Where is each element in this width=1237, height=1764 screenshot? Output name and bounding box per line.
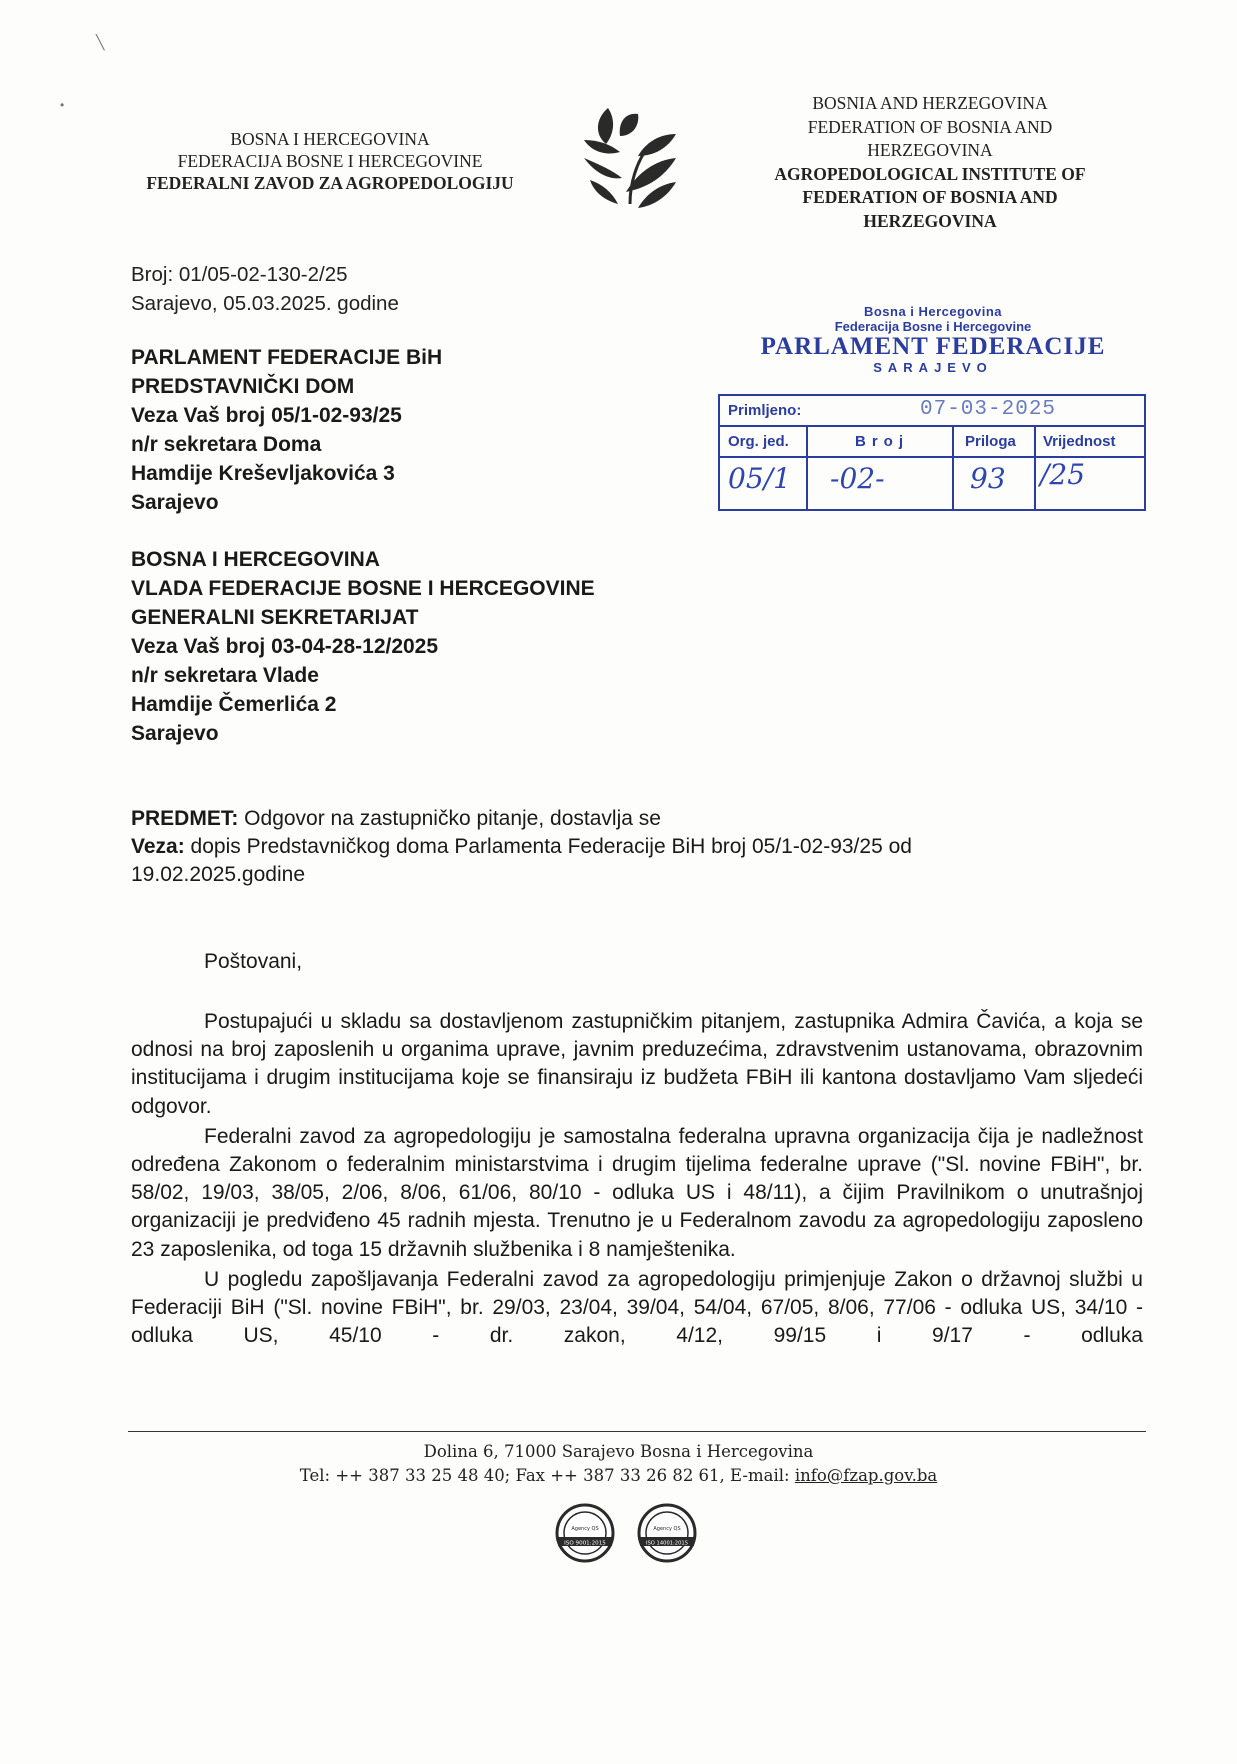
footer-contact — [0, 1464, 1237, 1488]
reference-block — [131, 260, 399, 318]
reference-number: Broj: 01/05-02-130-2/25 — [131, 263, 348, 286]
stamp-received-row — [720, 396, 1144, 427]
addressee-line: GENERALNI SEKRETARIJAT — [131, 606, 419, 629]
subject-line — [131, 805, 1091, 833]
subject-label: PREDMET: — [131, 807, 239, 830]
stamp-received-date: 07-03-2025 — [920, 398, 1057, 421]
stamp-line: Bosna i Hercegovina — [863, 304, 1003, 319]
footer — [0, 1440, 1237, 1488]
connection-line — [131, 833, 1091, 861]
cert-agency: Agency QS — [571, 1526, 599, 1532]
header-right — [760, 92, 1100, 233]
body-paragraph: Postupajući u skladu sa dostavljenom zastupničkim pitanjem, zastupnika Admira Čavića, a koja se odnosi na broj zaposlenih u organima uprave, javnim preduzećima, zdravstvenim ustanovama, obrazovnim institucijama i drugim institucijama koje se finansiraju iz budžeta FBiH ili kantona dostavljamo Vam sljedeći odgovor. — [131, 1010, 1143, 1118]
reception-stamp — [718, 304, 1148, 495]
addressee-line: n/r sekretara Vlade — [131, 664, 319, 687]
addressee-line: BOSNA I HERCEGOVINA — [131, 548, 380, 571]
header-right-line: HERZEGOVINA — [863, 210, 997, 231]
cert-label: ISO 14001:2015 — [645, 1540, 689, 1547]
scan-dot: • — [60, 98, 65, 112]
addressee-line: VLADA FEDERACIJE BOSNE I HERCEGOVINE — [131, 577, 595, 600]
header-left — [120, 128, 540, 194]
stamp-col-priloga: Priloga — [965, 433, 1016, 450]
header-right-line: HERZEGOVINA — [867, 140, 993, 160]
stamp-handwritten-priloga: 93 — [970, 462, 1006, 495]
stamp-received-label: Primljeno: — [728, 402, 802, 419]
institute-logo-icon — [580, 100, 680, 210]
addressee-government — [131, 545, 595, 748]
header-left-line: FEDERACIJA BOSNE I HERCEGOVINE — [177, 151, 483, 171]
body-paragraph: U pogledu zapošljavanja Federalni zavod za agropedologiju primjenjuje Zakon o državnoj službi u Federaciji BiH ("Sl. novine FBiH", br. 29/03, 23/04, 39/04, 54/04, 67/05, 8/06, 77/06 - odluka US, 34/10 - odluka US, 45/10 - dr. zakon, 4/12, 99/15 i 9/17 - odluka — [131, 1267, 1143, 1348]
stamp-handwritten-org: 05/1 — [728, 462, 791, 495]
addressee-line: PARLAMENT FEDERACIJE BiH — [131, 346, 443, 369]
stamp-divider — [1034, 427, 1036, 511]
cert-agency: Agency QS — [653, 1526, 681, 1532]
connection-text: dopis Predstavničkog doma Parlamenta Federacije BiH broj 05/1-02-93/25 od — [184, 835, 912, 858]
stamp-title: PARLAMENT FEDERACIJE — [760, 333, 1106, 360]
cert-label: ISO 9001:2015 — [564, 1540, 606, 1547]
addressee-line: n/r sekretara Doma — [131, 433, 322, 456]
addressee-line: Sarajevo — [131, 491, 219, 514]
stamp-handwritten-broj: -02- — [830, 462, 885, 495]
stamp-divider — [806, 427, 808, 511]
stamp-handwritten-vrijednost: /25 — [1040, 458, 1086, 491]
stamp-header-row — [720, 427, 1144, 458]
connection-label: Veza: — [131, 835, 185, 858]
stamp-line: Federacija Bosne i Hercegovine — [834, 319, 1032, 334]
stamp-col-broj: Broj — [855, 433, 909, 450]
header-right-line: FEDERATION OF BOSNIA AND — [807, 116, 1053, 137]
iso-9001-certificate-icon — [555, 1503, 615, 1563]
header-right-line: AGROPEDOLOGICAL INSTITUTE OF — [774, 163, 1086, 184]
footer-email-link[interactable]: info@fzap.gov.ba — [794, 1466, 938, 1485]
addressee-line: Hamdije Čemerlića 2 — [131, 693, 337, 716]
stamp-table — [718, 394, 1146, 511]
connection-line-2: 19.02.2025.godine — [131, 863, 305, 886]
addressee-line: Hamdije Kreševljakovića 3 — [131, 462, 395, 485]
stamp-divider — [952, 427, 954, 511]
footer-contact-text: Tel: ++ 387 33 25 48 40; Fax ++ 387 33 26 82 61, E-mail: — [299, 1466, 795, 1485]
addressee-parliament — [131, 343, 442, 517]
subject-text: Odgovor na zastupničko pitanje, dostavlja se — [238, 807, 661, 830]
iso-14001-certificate-icon — [637, 1503, 697, 1563]
footer-divider — [128, 1431, 1146, 1432]
addressee-line: Sarajevo — [131, 722, 219, 745]
footer-address: Dolina 6, 71000 Sarajevo Bosna i Hercegovina — [423, 1442, 814, 1461]
letter-body — [131, 1008, 1143, 1352]
scan-mark: ╲ — [96, 34, 105, 50]
subject-block — [131, 805, 1091, 889]
header-right-line: FEDERATION OF BOSNIA AND — [802, 187, 1058, 207]
header-left-line: BOSNA I HERCEGOVINA — [230, 129, 430, 149]
addressee-line: Veza Vaš broj 03-04-28-12/2025 — [131, 635, 439, 658]
greeting: Poštovani, — [204, 950, 303, 973]
stamp-col-vrijednost: Vrijednost — [1043, 433, 1116, 450]
header-right-line: BOSNIA AND HERZEGOVINA — [812, 93, 1048, 113]
header-left-line: FEDERALNI ZAVOD ZA AGROPEDOLOGIJU — [146, 173, 514, 193]
stamp-col-org: Org. jed. — [728, 433, 789, 450]
stamp-city: SARAJEVO — [873, 360, 993, 375]
reference-place-date: Sarajevo, 05.03.2025. godine — [131, 292, 399, 315]
addressee-line: Veza Vaš broj 05/1-02-93/25 — [131, 404, 402, 427]
body-paragraph: Federalni zavod za agropedologiju je samostalna federalna upravna organizacija čija je nadležnost određena Zakonom o federalnim ministarstvima i drugim tijelima federalne uprave ("Sl. novine FBiH", br. 58/02, 19/03, 38/05, 2/06, 8/06, 61/06, 80/10 - odluka US i 48/11), a čijim Pravilnikom o unutrašnjoj organizaciji je predviđeno 45 radnih mjesta. Trenutno je u Federalnom zavodu za agropedologiju zaposleno 23 zaposlenika, od toga 15 državnih službenika i 8 namještenika. — [131, 1124, 1143, 1261]
addressee-line: PREDSTAVNIČKI DOM — [131, 375, 355, 398]
